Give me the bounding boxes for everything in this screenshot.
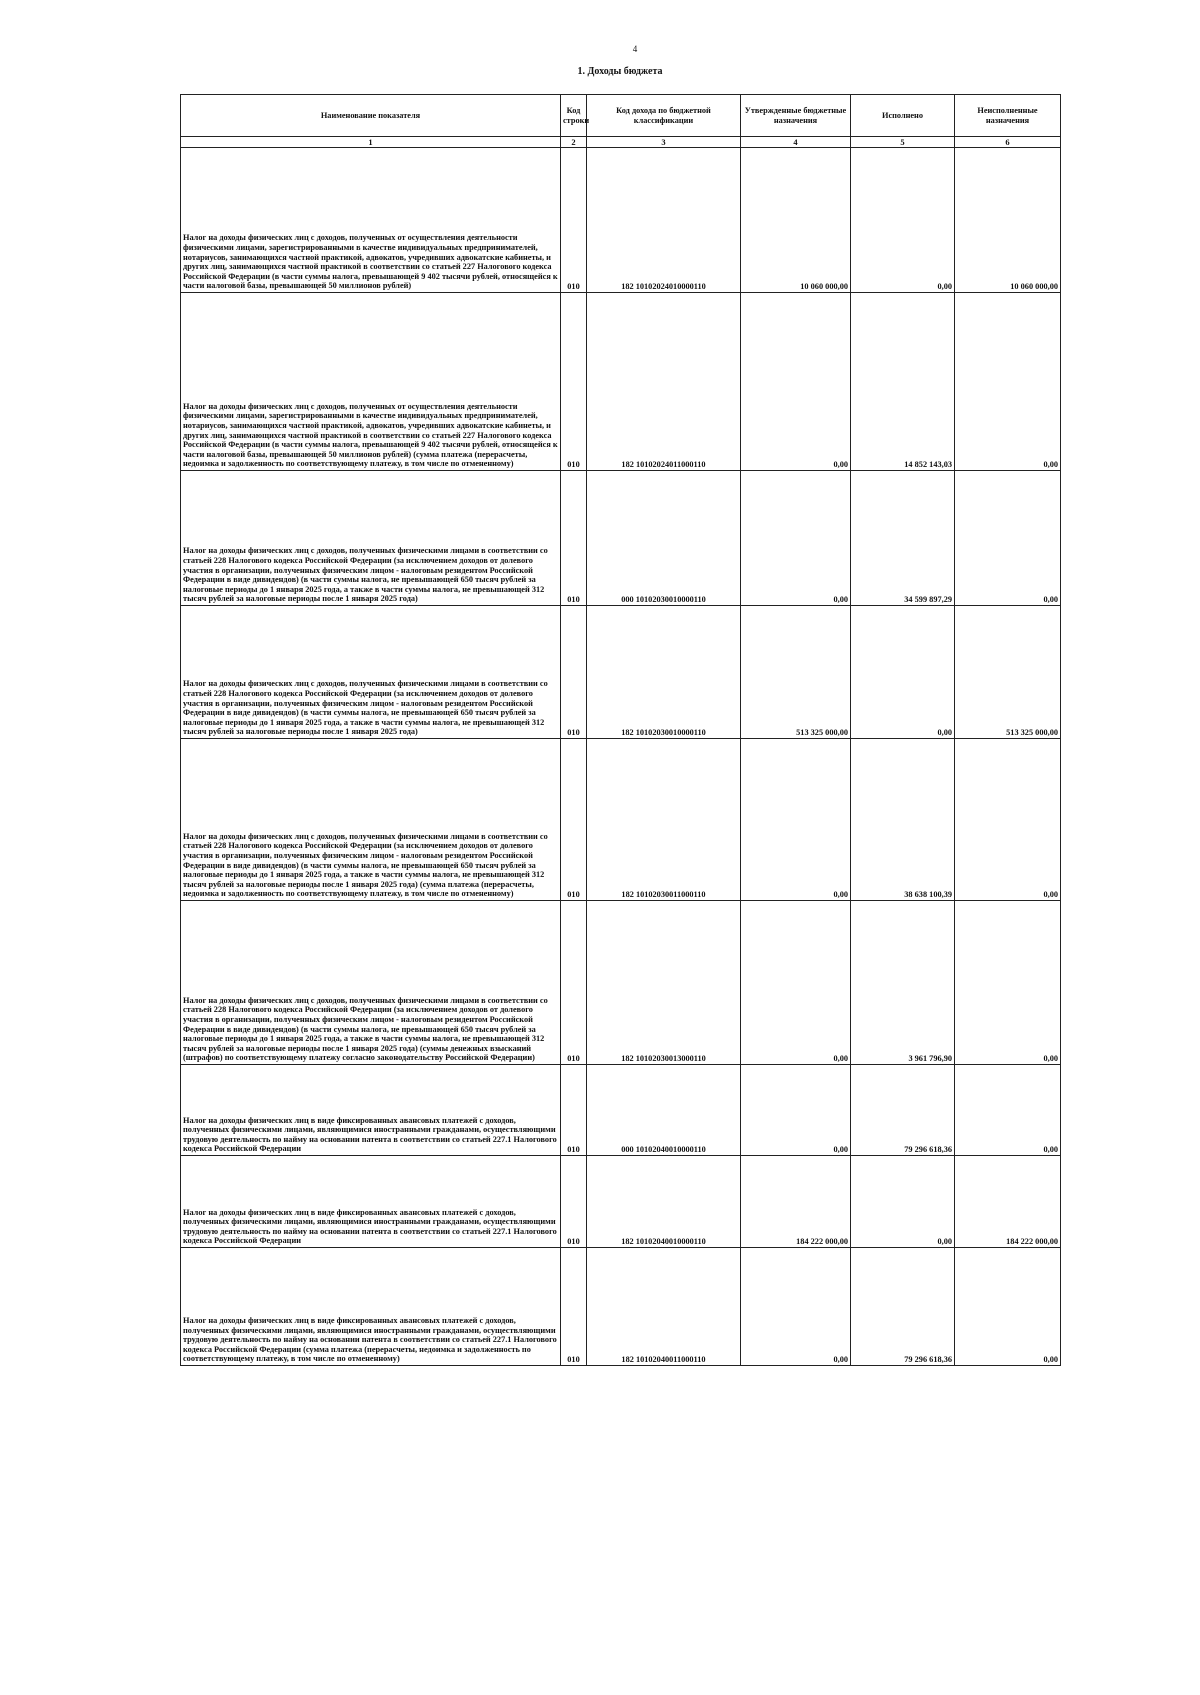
column-number: 2 [561, 137, 587, 148]
approved-amount: 0,00 [741, 1065, 851, 1156]
indicator-name: Налог на доходы физических лиц с доходов, полученных физическими лицами в соответствии со статьей 228 Налогового кодекса Российской Федерации (за исключением доходов от долевого участия в организации, полученных физическим лицом - налоговым резидентом Российской Федерации в виде дивидендов) (в части суммы налога, не превышающей 650 тысяч рублей за налоговые периоды до 1 января 2025 года, а также в части суммы налога, не превышающей 312 тысяч рублей за налоговые периоды после 1 января 2025 года) [181, 606, 561, 739]
table-row [181, 901, 1061, 1065]
unexecuted-amount: 184 222 000,00 [955, 1156, 1061, 1248]
row-code: 010 [561, 471, 587, 606]
table-header-row [181, 95, 1061, 137]
column-header-approved: Утвержденные бюджетные назначения [741, 95, 851, 137]
income-code: 182 10102030010000110 [587, 606, 741, 739]
income-code: 182 10102024011000110 [587, 293, 741, 471]
income-table [180, 94, 1061, 1366]
approved-amount: 0,00 [741, 739, 851, 901]
indicator-name: Налог на доходы физических лиц с доходов, полученных физическими лицами в соответствии со статьей 228 Налогового кодекса Российской Федерации (за исключением доходов от долевого участия в организации, полученных физическим лицом - налоговым резидентом Российской Федерации в виде дивидендов) (в части суммы налога, не превышающей 650 тысяч рублей за налоговые периоды до 1 января 2025 года, а также в части суммы налога, не превышающей 312 тысяч рублей за налоговые периоды после 1 января 2025 года) [181, 471, 561, 606]
section-title: 1. Доходы бюджета [577, 66, 663, 77]
income-code: 000 10102030010000110 [587, 471, 741, 606]
column-number: 1 [181, 137, 561, 148]
page-number: 4 [632, 44, 638, 54]
indicator-name: Налог на доходы физических лиц с доходов, полученных физическими лицами в соответствии со статьей 228 Налогового кодекса Российской Федерации (за исключением доходов от долевого участия в организации, полученных физическим лицом - налоговым резидентом Российской Федерации в виде дивидендов) (в части суммы налога, не превышающей 650 тысяч рублей за налоговые периоды до 1 января 2025 года, а также в части суммы налога, не превышающей 312 тысяч рублей за налоговые периоды после 1 января 2025 года) (сумма платежа (перерасчеты, недоимка и задолженность по соответствующему платежу, в том числе по отмененному) [181, 739, 561, 901]
income-code: 182 10102030013000110 [587, 901, 741, 1065]
unexecuted-amount: 0,00 [955, 901, 1061, 1065]
approved-amount: 0,00 [741, 1248, 851, 1366]
indicator-name: Налог на доходы физических лиц в виде фиксированных авансовых платежей с доходов, полученных физическими лицами, являющимися иностранными гражданами, осуществляющими трудовую деятельность по найму на основании патента в соответствии со статьей 227.1 Налогового кодекса Российской Федерации [181, 1065, 561, 1156]
row-code: 010 [561, 901, 587, 1065]
approved-amount: 0,00 [741, 293, 851, 471]
income-code: 182 10102024010000110 [587, 148, 741, 293]
column-number: 4 [741, 137, 851, 148]
income-code: 000 10102040010000110 [587, 1065, 741, 1156]
table-row [181, 1248, 1061, 1366]
table-row [181, 471, 1061, 606]
indicator-name: Налог на доходы физических лиц с доходов, полученных физическими лицами в соответствии со статьей 228 Налогового кодекса Российской Федерации (за исключением доходов от долевого участия в организации, полученных физическим лицом - налоговым резидентом Российской Федерации в виде дивидендов) (в части суммы налога, не превышающей 650 тысяч рублей за налоговые периоды до 1 января 2025 года, а также в части суммы налога, не превышающей 312 тысяч рублей за налоговые периоды после 1 января 2025 года) (суммы денежных взысканий (штрафов) по соответствующему платежу согласно законодательству Российской Федерации) [181, 901, 561, 1065]
column-number-row [181, 137, 1061, 148]
indicator-name: Налог на доходы физических лиц с доходов, полученных от осуществления деятельности физическими лицами, зарегистрированными в качестве индивидуальных предпринимателей, нотариусов, занимающихся частной практикой, адвокатов, учредивших адвокатские кабинеты, и других лиц, занимающихся частной практикой в соответствии со статьей 227 Налогового кодекса Российской Федерации (в части суммы налога, превышающей 9 402 тысячи рублей, относящейся к части налоговой базы, превышающей 50 миллионов рублей) [181, 148, 561, 293]
column-header-unexecuted: Неисполненные назначения [955, 95, 1061, 137]
executed-amount: 34 599 897,29 [851, 471, 955, 606]
indicator-name: Налог на доходы физических лиц в виде фиксированных авансовых платежей с доходов, полученных физическими лицами, являющимися иностранными гражданами, осуществляющими трудовую деятельность по найму на основании патента в соответствии со статьей 227.1 Налогового кодекса Российской Федерации [181, 1156, 561, 1248]
unexecuted-amount: 0,00 [955, 1065, 1061, 1156]
executed-amount: 14 852 143,03 [851, 293, 955, 471]
row-code: 010 [561, 739, 587, 901]
approved-amount: 0,00 [741, 471, 851, 606]
executed-amount: 79 296 618,36 [851, 1065, 955, 1156]
unexecuted-amount: 0,00 [955, 739, 1061, 901]
row-code: 010 [561, 1156, 587, 1248]
row-code: 010 [561, 148, 587, 293]
approved-amount: 184 222 000,00 [741, 1156, 851, 1248]
row-code: 010 [561, 293, 587, 471]
unexecuted-amount: 513 325 000,00 [955, 606, 1061, 739]
executed-amount: 0,00 [851, 606, 955, 739]
table-row [181, 1156, 1061, 1248]
row-code: 010 [561, 1248, 587, 1366]
column-header-name: Наименование показателя [181, 95, 561, 137]
approved-amount: 10 060 000,00 [741, 148, 851, 293]
executed-amount: 3 961 796,90 [851, 901, 955, 1065]
executed-amount: 0,00 [851, 1156, 955, 1248]
unexecuted-amount: 0,00 [955, 1248, 1061, 1366]
column-header-income-code: Код дохода по бюджетной классификации [587, 95, 741, 137]
table-row [181, 606, 1061, 739]
income-code: 182 10102040010000110 [587, 1156, 741, 1248]
column-number: 6 [955, 137, 1061, 148]
row-code: 010 [561, 1065, 587, 1156]
approved-amount: 513 325 000,00 [741, 606, 851, 739]
executed-amount: 0,00 [851, 148, 955, 293]
column-number: 5 [851, 137, 955, 148]
approved-amount: 0,00 [741, 901, 851, 1065]
row-code: 010 [561, 606, 587, 739]
income-code: 182 10102030011000110 [587, 739, 741, 901]
table-row [181, 739, 1061, 901]
income-code: 182 10102040011000110 [587, 1248, 741, 1366]
table-row [181, 148, 1061, 293]
table-row [181, 293, 1061, 471]
indicator-name: Налог на доходы физических лиц в виде фиксированных авансовых платежей с доходов, полученных физическими лицами, являющимися иностранными гражданами, осуществляющими трудовую деятельность по найму на основании патента в соответствии со статьей 227.1 Налогового кодекса Российской Федерации (сумма платежа (перерасчеты, недоимка и задолженность по соответствующему платежу, в том числе по отмененному) [181, 1248, 561, 1366]
column-number: 3 [587, 137, 741, 148]
column-header-executed: Исполнено [851, 95, 955, 137]
unexecuted-amount: 0,00 [955, 471, 1061, 606]
unexecuted-amount: 10 060 000,00 [955, 148, 1061, 293]
executed-amount: 79 296 618,36 [851, 1248, 955, 1366]
indicator-name: Налог на доходы физических лиц с доходов, полученных от осуществления деятельности физическими лицами, зарегистрированными в качестве индивидуальных предпринимателей, нотариусов, занимающихся частной практикой, адвокатов, учредивших адвокатские кабинеты, и других лиц, занимающихся частной практикой в соответствии со статьей 227 Налогового кодекса Российской Федерации (в части суммы налога, превышающей 9 402 тысячи рублей, относящейся к части налоговой базы, превышающей 50 миллионов рублей) (сумма платежа (перерасчеты, недоимка и задолженность по соответствующему платежу, в том числе по отмененному) [181, 293, 561, 471]
unexecuted-amount: 0,00 [955, 293, 1061, 471]
executed-amount: 38 638 100,39 [851, 739, 955, 901]
column-header-row-code: Код строки [561, 95, 587, 137]
table-row [181, 1065, 1061, 1156]
